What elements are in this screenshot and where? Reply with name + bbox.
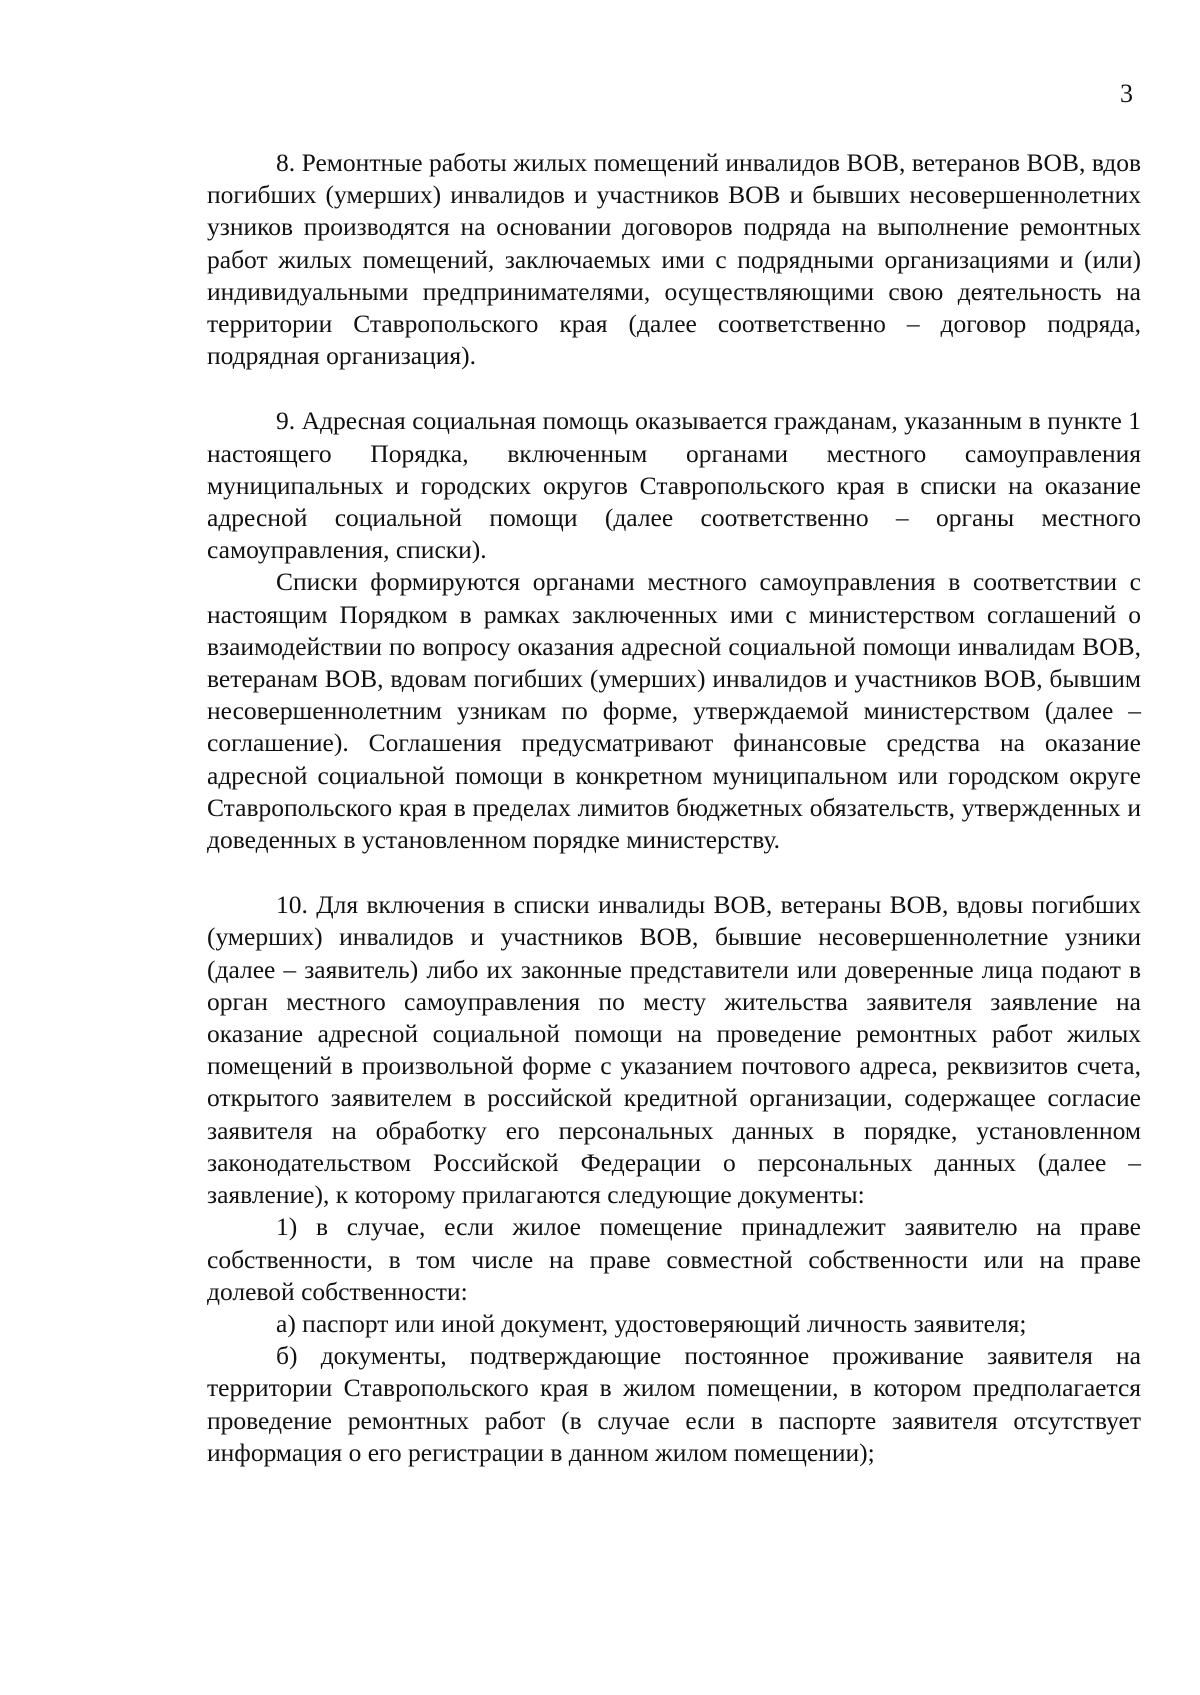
paragraph-8: 8. Ремонтные работы жилых помещений инвалидов ВОВ, ветеранов ВОВ, вдов погибших (умерших) инвалидов и участников ВОВ и бывших несовершеннолетних узников производятся на основании договоров подряда на выполнение ремонтных работ жилых помещений, заключаемых ими с подрядными организациями и (или) индивидуальными предпринимателями, осуществляющими свою деятельность на территории Ставропольского края (далее соответственно – договор подряда, подрядная организация). <box>207 148 1141 371</box>
paragraph-10-item-a: а) паспорт или иной документ, удостоверяющий личность заявителя; <box>276 1308 1027 1338</box>
paragraph-9: 9. Адресная социальная помощь оказывается гражданам, указанным в пункте 1 настоящего Порядка, включенным органами местного самоуправления муниципальных и городских округов Ставропольского края в списки на оказание адресной социальной помощи (далее соответственно – органы местного самоуправления, списки). <box>207 406 1141 565</box>
paragraph-10-item-1: 1) в случае, если жилое помещение принадлежит заявителю на праве собственности, в том числе на праве совместной собственности или на праве долевой собственности: <box>207 1212 1141 1306</box>
paragraph-lists: Списки формируются органами местного самоуправления в соответствии с настоящим Порядком в рамках заключенных ими с министерством соглашений о взаимодействии по вопросу оказания адресной социальной помощи инвалидам ВОВ, ветеранам ВОВ, вдовам погибших (умерших) инвалидов и участников ВОВ, бывшим несовершеннолетним узникам по форме, утверждаемой министерством (далее – соглашение). Соглашения предусматривают финансовые средства на оказание адресной социальной помощи в конкретном муниципальном или городском округе Ставропольского края в пределах лимитов бюджетных обязательств, утвержденных и доведенных в установленном порядке министерству. <box>207 567 1141 855</box>
paragraph-10: 10. Для включения в списки инвалиды ВОВ, ветераны ВОВ, вдовы погибших (умерших) инвалидов и участников ВОВ, бывшие несовершеннолетние узники (далее – заявитель) либо их законные представители или доверенные лица подают в орган местного самоуправления по месту жительства заявителя заявление на оказание адресной социальной помощи на проведение ремонтных работ жилых помещений в произвольной форме с указанием почтового адреса, реквизитов счета, открытого заявителем в российской кредитной организации, содержащее согласие заявителя на обработку его персональных данных в порядке, установленном законодательством Российской Федерации о персональных данных (далее – заявление), к которому прилагаются следующие документы: <box>207 890 1141 1210</box>
paragraph-10-item-b: б) документы, подтверждающие постоянное проживание заявителя на территории Ставропольского края в жилом помещении, в котором предполагается проведение ремонтных работ (в случае если в паспорте заявителя отсутствует информация о его регистрации в данном жилом помещении); <box>207 1341 1141 1467</box>
page-number: 3 <box>1120 79 1133 108</box>
document-body <box>207 147 1141 1469</box>
